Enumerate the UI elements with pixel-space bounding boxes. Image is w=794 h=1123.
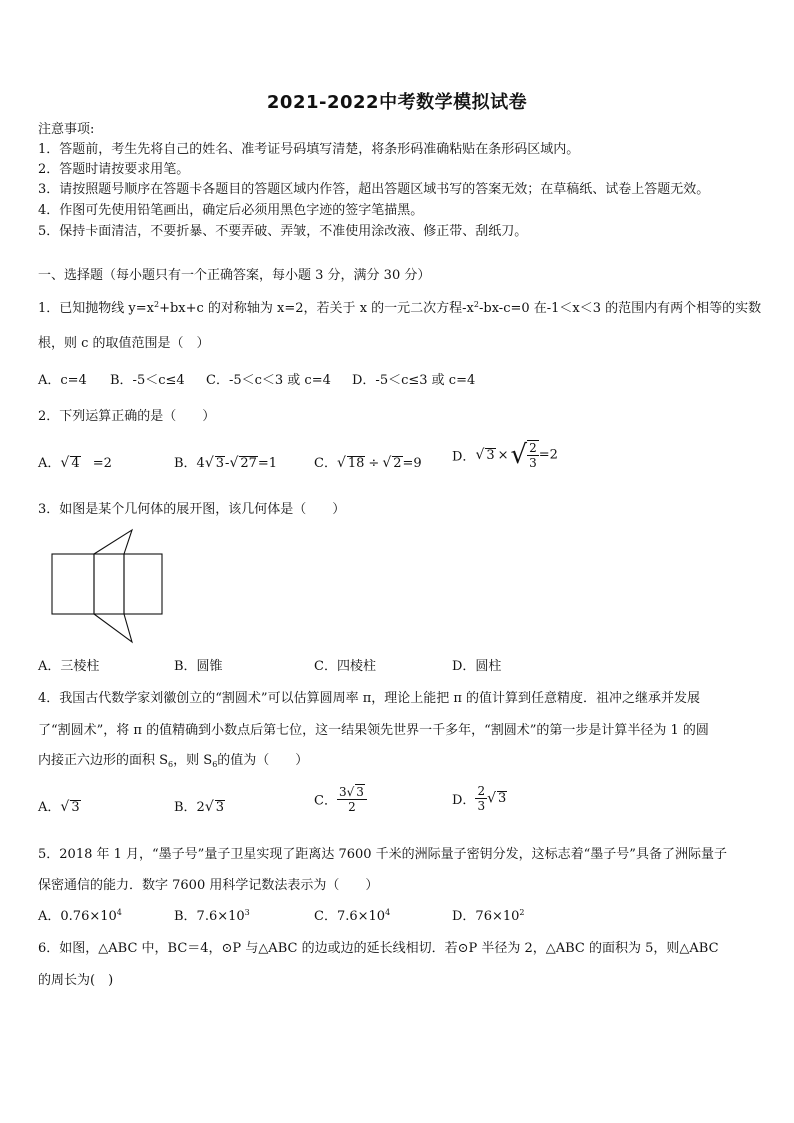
page-title: 2021-2022中考数学模拟试卷 (266, 92, 528, 113)
q2-option-b[interactable]: B．4√ 3-√ 27=1 (174, 455, 278, 471)
question-2-stem: 2．下列运算正确的是（ ） (38, 409, 216, 424)
question-4-stem-line2: 了“割圆术”，将 π 的值精确到小数点后第七位，这一结果领先世界一千多年，“割圆术”的第一步是计算半径为 1 的圆 (38, 723, 709, 738)
q3-option-a[interactable]: A．三棱柱 (38, 659, 100, 674)
q3-option-b[interactable]: B．圆锥 (174, 659, 223, 674)
question-4-stem-line3: 内接正六边形的面积 $S_6$，则 $S_6$的值为（ ） (38, 753, 309, 769)
q5-option-b[interactable]: B．$7.6\times 10^3$ (174, 908, 250, 924)
net-top-triangle (94, 530, 132, 554)
section-heading: 一、选择题（每小题只有一个正确答案，每小题 3 分，满分 30 分） (38, 268, 431, 283)
question-5-stem: 5．2018 年 1 月，“墨子号”量子卫星实现了距离达 7600 千米的洲际量子密钥分发，这标志着“墨子号”具备了洲际量子 (38, 847, 727, 862)
question-1-stem-line2: 根，则 c 的取值范围是（ ） (38, 336, 210, 351)
q2-option-d[interactable]: D．√ 3 × √ $\frac{2}{3}$ =2 (452, 440, 558, 470)
notice-item: 5．保持卡面清洁，不要折暴、不要弄破、弄皱，不准使用涂改液、修正带、刮纸刀。 (38, 224, 528, 239)
net-right-face (124, 554, 162, 614)
notice-item: 1．答题前，考生先将自己的姓名、准考证号码填写清楚，将条形码准确粘贴在条形码区域内。 (38, 142, 580, 157)
question-3-stem: 3．如图是某个几何体的展开图，该几何体是（ ） (38, 502, 346, 517)
q3-option-d[interactable]: D．圆柱 (452, 659, 502, 674)
q2-option-c[interactable]: C．√ 18 ÷ √ 2=9 (314, 455, 422, 471)
q4-option-a[interactable]: A．√ 3 (38, 799, 80, 815)
q1-option-d[interactable]: D．-5＜c≤3 或 c=4 (352, 373, 476, 388)
question-4-stem: 4．我国古代数学家刘徽创立的“割圆术”可以估算圆周率 π，理论上能把 π 的值计算到任意精度．祖冲之继承并发展 (38, 691, 701, 706)
question-6-stem-line2: 的周长为( ) (38, 973, 114, 988)
q2-option-a[interactable]: A．√ 4 =2 (38, 455, 112, 471)
net-left-face (52, 554, 94, 614)
prism-net-figure (50, 528, 166, 646)
q3-option-c[interactable]: C．四棱柱 (314, 659, 376, 674)
q1-option-b[interactable]: B．-5＜c≤4 (110, 373, 185, 388)
question-1-stem: 1．已知抛物线 $y=x^2+bx+c$ 的对称轴为 x=2，若关于 x 的一元二次方程$-x^2-bx-c=0$ 在-1＜x＜3 的范围内有两个相等的实数 (38, 300, 762, 316)
net-bottom-triangle (94, 614, 132, 642)
q5-option-a[interactable]: A．$0.76\times 10^4$ (38, 908, 122, 924)
q4-option-b[interactable]: B．2√ 3 (174, 799, 225, 815)
q5-option-c[interactable]: C．$7.6\times 10^4$ (314, 908, 391, 924)
question-5-stem-line2: 保密通信的能力．数字 7600 用科学记数法表示为（ ） (38, 878, 379, 893)
q1-option-a[interactable]: A．c=4 (38, 373, 87, 388)
notice-item: 4．作图可先使用铅笔画出，确定后必须用黑色字迹的签字笔描黑。 (38, 203, 424, 218)
net-middle-face (94, 554, 124, 614)
notice-heading: 注意事项: (38, 122, 95, 137)
notice-item: 2．答题时请按要求用笔。 (38, 162, 190, 177)
question-6-stem: 6．如图，△ABC 中，BC＝4，⊙P 与△ABC 的边或边的延长线相切．若⊙P 半径为 2，△ABC 的面积为 5，则△ABC (38, 941, 719, 956)
q1-option-c[interactable]: C．-5＜c＜3 或 c=4 (206, 373, 331, 388)
q4-option-d[interactable]: D． $\frac{2}{3}$ √ 3 (452, 784, 507, 813)
notice-item: 3．请按照题号顺序在答题卡各题目的答题区域内作答，超出答题区域书写的答案无效；在草稿纸、试卷上答题无效。 (38, 182, 710, 197)
q5-option-d[interactable]: D．$76\times 10^2$ (452, 908, 525, 924)
q4-option-c[interactable]: C． $\frac{3√ 3}{2}$ (314, 784, 367, 814)
